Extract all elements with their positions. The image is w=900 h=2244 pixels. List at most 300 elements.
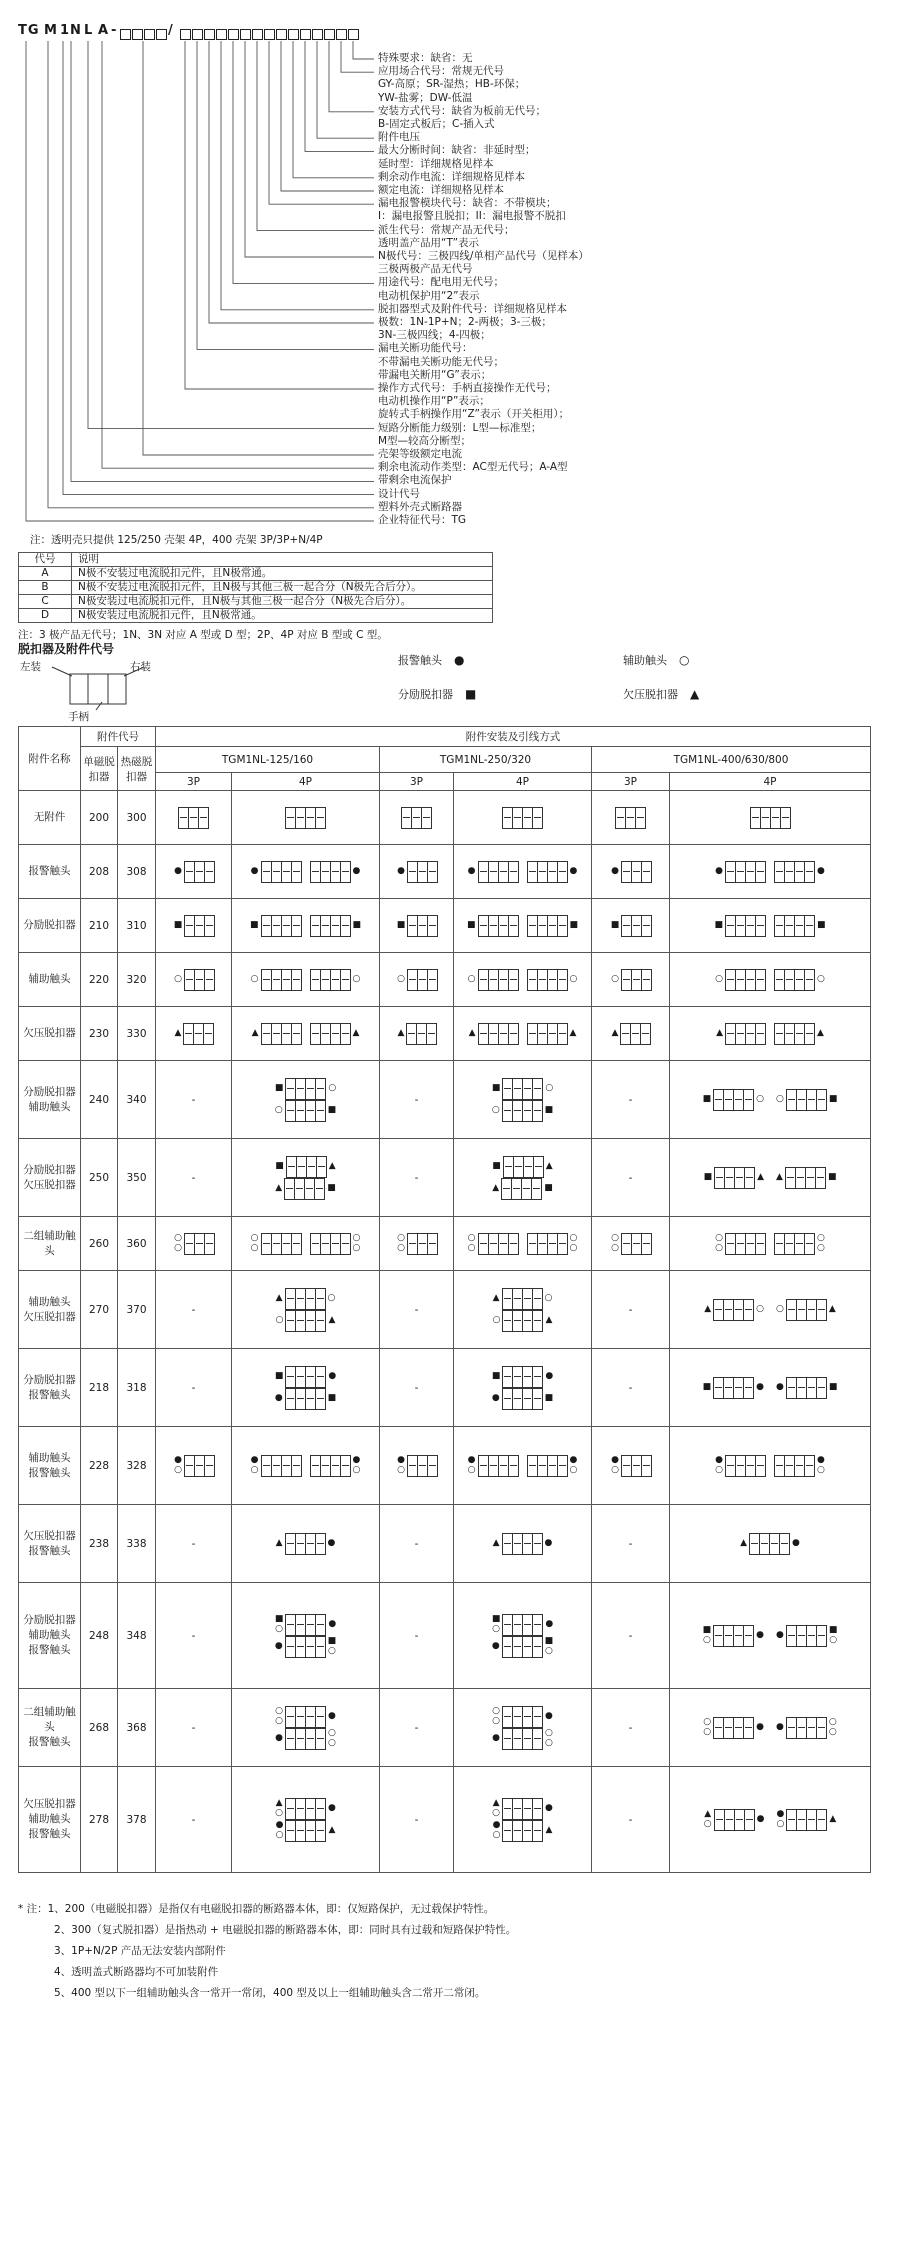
breaker-pole: [636, 808, 645, 828]
breaker-diagram: [273, 1798, 338, 1820]
model-code-box: [180, 29, 191, 40]
breaker-pole: [316, 1534, 325, 1554]
accessory-name-line: 辅助触头: [28, 1295, 71, 1308]
fan-connector-line: [341, 41, 374, 72]
accessory-symbol: ■: [396, 920, 406, 930]
accessory-name-line: 二组辅助触头: [23, 1706, 76, 1733]
breaker-body: [184, 1455, 215, 1477]
accessory-symbols-left: [492, 1615, 501, 1634]
breaker-pole: [321, 970, 331, 990]
breaker-body: [621, 969, 652, 991]
accessory-symbol: ○: [828, 1717, 837, 1727]
accessory-symbol: ○: [545, 1083, 554, 1093]
breaker-body: [527, 1455, 568, 1477]
breaker-diagram: [310, 1455, 363, 1477]
breaker-pole: [509, 1234, 518, 1254]
breaker-pole: [514, 1157, 524, 1177]
breaker-pole: [787, 1378, 797, 1398]
model-code-box: [300, 29, 311, 40]
thermal-code-cell: 330: [118, 1007, 156, 1061]
thermal-code-cell: 370: [118, 1271, 156, 1349]
breaker-pole: [509, 1456, 518, 1476]
breaker-body: [713, 1377, 754, 1399]
breaker-pole: [503, 1637, 513, 1657]
callout-label: 电动机操作用“P”表示；: [378, 395, 490, 408]
thermal-code-cell: 320: [118, 953, 156, 1007]
breaker-pole: [795, 916, 805, 936]
accessory-symbol: ○: [611, 1465, 619, 1475]
breaker-diagram: [774, 915, 828, 937]
breaker-pole: [306, 1079, 316, 1099]
thermal-code-cell: 308: [118, 845, 156, 899]
callout-label: 安装方式代号：缺省为板前无代号；: [378, 104, 546, 117]
diagram-cell: [454, 1427, 592, 1505]
mount-right-label: 右装: [130, 661, 151, 673]
breaker-pole: [626, 808, 636, 828]
breaker-body: [502, 807, 543, 829]
accessory-symbol: ■: [817, 920, 826, 930]
breaker-pole: [807, 1810, 817, 1830]
breaker-diagram: [249, 1233, 302, 1255]
breaker-pole: [315, 1179, 324, 1199]
breaker-pole: [408, 1234, 418, 1254]
breaker-pole: [736, 970, 746, 990]
breaker-pole: [787, 1810, 797, 1830]
breaker-diagram: [490, 1706, 555, 1728]
breaker-pole: [296, 1311, 306, 1331]
accessory-name-line: 无附件: [33, 811, 66, 823]
breaker-body: [285, 1614, 326, 1636]
breaker-pole: [616, 808, 626, 828]
breaker-pole: [817, 1626, 826, 1646]
accessory-symbols-left: [493, 1294, 500, 1303]
breaker-pole: [205, 1456, 214, 1476]
breaker-pole: [292, 970, 301, 990]
breaker-pole: [796, 1168, 806, 1188]
accessory-symbol: ○: [611, 974, 619, 984]
callout-label: GY-高原；SR-湿热；HB-环保；: [378, 78, 526, 91]
breaker-diagram: [527, 969, 580, 991]
fan-connector-line: [88, 41, 374, 429]
breaker-pole: [311, 1234, 321, 1254]
accessory-symbol: ●: [397, 866, 405, 876]
accessory-symbol: ●: [275, 1733, 283, 1743]
breaker-pole: [479, 1024, 489, 1044]
model-code-slash: /: [168, 23, 174, 38]
table-row: [19, 953, 871, 1007]
accessory-symbol: ■: [492, 1161, 501, 1171]
breaker-pole: [285, 1179, 295, 1199]
breaker-pole: [297, 1157, 307, 1177]
breaker-body: [261, 861, 302, 883]
breaker-diagram: [774, 1167, 838, 1189]
breaker-pole: [807, 1626, 817, 1646]
breaker-pole: [331, 1234, 341, 1254]
breaker-pole: [756, 916, 765, 936]
magnetic-code-cell: 240: [81, 1061, 118, 1139]
accessory-symbol: ●: [569, 1455, 578, 1465]
breaker-diagram: [273, 1636, 338, 1658]
breaker-diagram: [249, 969, 302, 991]
breaker-pole: [489, 1234, 499, 1254]
breaker-pole: [805, 862, 814, 882]
diagram-cell: -: [592, 1061, 670, 1139]
magnetic-code-cell: 228: [81, 1427, 118, 1505]
breaker-pole: [341, 970, 350, 990]
breaker-diagram: [702, 1299, 766, 1321]
model-code-box: [156, 29, 167, 40]
accessory-name-line: 分励脱扣器: [23, 1373, 76, 1386]
accessory-symbols-left: [174, 1234, 182, 1253]
magnetic-code-cell: 248: [81, 1583, 118, 1689]
accessory-name: [19, 1217, 81, 1271]
breaker-pole: [499, 916, 509, 936]
breaker-diagram: [615, 807, 646, 829]
model-code-letter: 1N: [60, 23, 82, 38]
accessory-symbol: ■: [249, 920, 259, 930]
breaker-pole: [286, 1289, 296, 1309]
breaker-diagram: [173, 1023, 215, 1045]
breaker-body: [285, 1366, 326, 1388]
diagram-cell: [454, 899, 592, 953]
table-row: [19, 1767, 871, 1873]
breaker-pole: [805, 1456, 814, 1476]
accessory-name-line: 分励脱扣器: [23, 1614, 76, 1626]
breaker-pole: [262, 1456, 272, 1476]
diagram-cell: [592, 845, 670, 899]
breaker-body: [285, 1636, 326, 1658]
accessory-symbols-left: [276, 1539, 283, 1548]
magnetic-code-cell: 218: [81, 1349, 118, 1427]
accessory-symbols-right: [328, 1316, 335, 1325]
accessory-symbols-left: [469, 1029, 476, 1038]
model-code-box: [240, 29, 251, 40]
accessory-symbol: ▲: [492, 1798, 500, 1808]
accessory-symbols-left: [174, 867, 182, 876]
diagram-cell: -: [156, 1061, 232, 1139]
n-pole-code-table-wrap: [18, 552, 493, 642]
accessory-symbol: ●: [776, 1722, 784, 1732]
diagram-cell: -: [156, 1139, 232, 1217]
breaker-pole: [524, 1157, 534, 1177]
breaker-pole: [503, 1367, 513, 1387]
diagram-cell: [380, 845, 454, 899]
breaker-diagram: [490, 1728, 555, 1750]
breaker-pole: [533, 1367, 542, 1387]
accessory-symbol: ●: [274, 1393, 283, 1403]
breaker-pole: [179, 808, 189, 828]
diagram-cell: [232, 1505, 380, 1583]
breaker-body: [713, 1089, 754, 1111]
breaker-pole: [489, 916, 499, 936]
callout-label: 3N-三极四线；4-四极；: [378, 329, 491, 342]
breaker-pole: [282, 1234, 292, 1254]
accessory-symbols-left: [252, 1029, 259, 1038]
diagram-cell: [156, 953, 232, 1007]
accessory-name-line: 报警触头: [28, 1544, 71, 1557]
breaker-pole: [418, 1234, 428, 1254]
breaker-diagram: [490, 1614, 555, 1636]
breaker-pole: [341, 862, 350, 882]
accessory-symbol: ▲: [328, 1161, 336, 1171]
table-row: [19, 1505, 871, 1583]
breaker-diagram: [395, 969, 438, 991]
thermal-code-cell: 338: [118, 1505, 156, 1583]
breaker-pole: [195, 916, 205, 936]
breaker-pole: [499, 1234, 509, 1254]
accessory-name: [19, 1061, 81, 1139]
magnetic-code-cell: 268: [81, 1689, 118, 1767]
breaker-pole: [805, 1234, 814, 1254]
diagram-cell: [454, 1583, 592, 1689]
breaker-body: [478, 1023, 519, 1045]
breaker-diagram: [273, 1728, 338, 1750]
accessory-symbol: ▲: [545, 1315, 553, 1325]
breaker-diagram: [310, 1233, 363, 1255]
accessory-symbols-right: [328, 1294, 336, 1303]
diagram-cell: [232, 1061, 380, 1139]
breaker-body: [725, 861, 766, 883]
accessory-symbols-right: [328, 1637, 337, 1656]
breaker-body: [285, 1533, 326, 1555]
breaker-pole: [523, 1637, 533, 1657]
diagram-cell: [156, 791, 232, 845]
diagram-cell: [380, 1007, 454, 1061]
accessory-symbol: ○: [492, 1706, 500, 1716]
breaker-pole: [306, 1311, 316, 1331]
breaker-body: [407, 1455, 438, 1477]
accessory-symbols-right: [328, 1620, 336, 1629]
accessory-symbol: ■: [544, 1105, 554, 1115]
breaker-pole: [341, 916, 350, 936]
breaker-diagram: [491, 1288, 555, 1310]
accessory-symbols-right: [817, 1234, 825, 1253]
accessory-symbols-left: [776, 1095, 784, 1104]
accessory-symbol: ○: [250, 1233, 259, 1243]
breaker-pole: [795, 1024, 805, 1044]
breaker-diagram: [701, 1625, 766, 1647]
breaker-pole: [528, 1456, 538, 1476]
breaker-pole: [523, 1729, 533, 1749]
accessory-symbol: ○: [467, 1233, 476, 1243]
breaker-diagram: [273, 1366, 338, 1388]
callout-label: 最大分断时间：缺省：非延时型；: [378, 144, 536, 157]
callout-label: I：漏电报警且脱扣；II：漏电报警不脱扣: [378, 210, 566, 223]
accessory-symbol: ○: [776, 1094, 784, 1104]
breaker-pole: [408, 970, 418, 990]
accessory-symbol: ▲: [545, 1161, 553, 1171]
breaker-diagram: [713, 1233, 766, 1255]
breaker-diagram: [490, 1178, 554, 1200]
accessory-symbols-right: [328, 1084, 336, 1093]
model-code-box: [264, 29, 275, 40]
diagram-cell: -: [592, 1139, 670, 1217]
model-code-box: [324, 29, 335, 40]
accessory-symbol: ●: [327, 1538, 336, 1548]
breaker-pole: [316, 1367, 325, 1387]
breaker-diagram: [701, 1377, 766, 1399]
table-row: [19, 1061, 871, 1139]
accessory-symbols-left: [175, 1029, 182, 1038]
breaker-pole: [785, 1456, 795, 1476]
fan-connector-line: [281, 41, 374, 191]
accessory-symbols-right: [545, 1084, 553, 1093]
accessory-symbols-left: [611, 975, 619, 984]
breaker-body: [261, 1455, 302, 1477]
breaker-pole: [807, 1300, 817, 1320]
breaker-body: [261, 1233, 302, 1255]
breaker-pole: [736, 1234, 746, 1254]
accessory-symbol: ■: [327, 1183, 336, 1193]
accessory-symbol: ○: [703, 1727, 712, 1737]
fan-connector-line: [269, 41, 374, 204]
breaker-pole: [548, 1024, 558, 1044]
magnetic-code-cell: 210: [81, 899, 118, 953]
breaker-pole: [282, 916, 292, 936]
accessory-name: [19, 1349, 81, 1427]
breaker-body: [786, 1299, 827, 1321]
footnote-line: 5、400 型以下一组辅助触头含一常开一常闭，400 型及以上一组辅助触头含二常开二常闭。: [54, 1987, 486, 1999]
breaker-diagram: [273, 1388, 338, 1410]
accessory-symbol: ○: [328, 1728, 336, 1738]
breaker-diagram: [774, 969, 827, 991]
breaker-pole: [513, 1079, 523, 1099]
breaker-pole: [296, 1821, 306, 1841]
breaker-pole: [523, 1821, 533, 1841]
breaker-pole: [509, 916, 518, 936]
diagram-cell: -: [156, 1767, 232, 1873]
legend-item: [623, 652, 838, 668]
breaker-diagram: [396, 1023, 438, 1045]
breaker-diagram: [774, 1023, 826, 1045]
breaker-body: [310, 1233, 351, 1255]
breaker-pole: [306, 1637, 316, 1657]
breaker-body: [786, 1089, 827, 1111]
accessory-symbol: ○: [250, 974, 259, 984]
breaker-diagram: [310, 969, 363, 991]
thermal-code-cell: 378: [118, 1767, 156, 1873]
accessory-symbols-right: [353, 867, 361, 876]
breaker-pole: [262, 862, 272, 882]
accessory-symbols-left: [715, 921, 724, 930]
diagram-cell: [380, 899, 454, 953]
breaker-pole: [286, 1729, 296, 1749]
breaker-pole: [272, 1456, 282, 1476]
diagram-cell: [670, 1061, 871, 1139]
model-code-box: [312, 29, 323, 40]
breaker-pole: [316, 1101, 325, 1121]
breaker-pole: [321, 1024, 331, 1044]
accessory-symbol: ●: [756, 1722, 765, 1732]
breaker-pole: [641, 1024, 650, 1044]
accessory-symbol: ●: [817, 1455, 825, 1465]
breaker-body: [401, 807, 432, 829]
accessory-symbols-left: [275, 1162, 284, 1171]
breaker-pole: [503, 1101, 513, 1121]
accessory-symbols-right: [328, 1804, 336, 1813]
accessory-symbol: ○: [828, 1727, 837, 1737]
mount-left-label: 左装: [20, 661, 41, 673]
breaker-diagram: [713, 1455, 766, 1477]
accessory-symbols-left: [397, 1456, 405, 1475]
accessory-symbols-right: [545, 1712, 553, 1721]
accessory-name-line: 辅助触头: [28, 1100, 71, 1113]
accessory-symbols-left: [703, 1718, 711, 1737]
acc-header-row-2: [19, 747, 871, 773]
fan-connector-line: [221, 41, 374, 310]
diagram-cell: [670, 953, 871, 1007]
breaker-pole: [331, 916, 341, 936]
breaker-pole: [418, 1456, 428, 1476]
diagram-cell: [670, 1007, 871, 1061]
breaker-body: [285, 1388, 326, 1410]
accessory-symbols-left: [611, 921, 620, 930]
accessory-symbols-right: [829, 1718, 837, 1737]
breaker-pole: [744, 1378, 753, 1398]
breaker-pole: [724, 1300, 734, 1320]
accessory-symbol: ○: [569, 1233, 578, 1243]
accessory-symbols-right: [545, 1539, 553, 1548]
accessory-name-line: 报警触头: [28, 865, 71, 877]
breaker-pole: [513, 1311, 523, 1331]
accessory-symbols-left: [493, 1539, 500, 1548]
breaker-pole: [797, 1378, 807, 1398]
accessory-name: [19, 791, 81, 845]
breaker-pole: [311, 916, 321, 936]
breaker-body: [714, 1167, 755, 1189]
accessory-symbol: ○: [467, 974, 476, 984]
table-row: [19, 1689, 871, 1767]
breaker-pole: [185, 916, 195, 936]
breaker-pole: [262, 970, 272, 990]
breaker-body: [786, 1717, 827, 1739]
accessory-symbols-left: [611, 867, 619, 876]
callout-label: 漏电报警模块代号：缺省：不带模块；: [378, 197, 557, 210]
callout-label: 带剩余电流保护: [378, 474, 452, 487]
magnetic-code-cell: 230: [81, 1007, 118, 1061]
legend-item: [623, 686, 838, 702]
breaker-pole: [775, 970, 785, 990]
accessory-symbols-left: [251, 867, 259, 876]
breaker-body: [786, 1377, 827, 1399]
accessory-symbol: ●: [545, 1619, 554, 1629]
breaker-body: [285, 1288, 326, 1310]
accessory-symbols-right: [545, 1804, 553, 1813]
accessory-symbols-left: [776, 1305, 784, 1314]
breaker-diagram: [172, 969, 215, 991]
breaker-pole: [744, 1090, 753, 1110]
header-accessory-code: 附件代号: [81, 727, 156, 747]
breaker-pole: [775, 916, 785, 936]
accessory-symbols-right: [328, 1712, 336, 1721]
accessory-symbol: ●: [250, 866, 259, 876]
accessory-symbol: ○: [544, 1293, 553, 1303]
accessory-symbols-left: [275, 1084, 284, 1093]
breaker-diagram: [527, 1023, 579, 1045]
breaker-pole: [321, 1234, 331, 1254]
accessory-symbol: ●: [545, 1711, 553, 1721]
accessory-symbol: ○: [569, 1243, 578, 1253]
breaker-diagram: [527, 1455, 580, 1477]
breaker-diagram: [249, 1455, 302, 1477]
breaker-diagram: [714, 1023, 766, 1045]
diagram-cell: [232, 899, 380, 953]
breaker-pole: [499, 1456, 509, 1476]
breaker-pole: [513, 1615, 523, 1635]
accessory-symbol: ○: [352, 1465, 361, 1475]
breaker-pole: [286, 1367, 296, 1387]
accessory-symbol: ●: [492, 1820, 501, 1830]
